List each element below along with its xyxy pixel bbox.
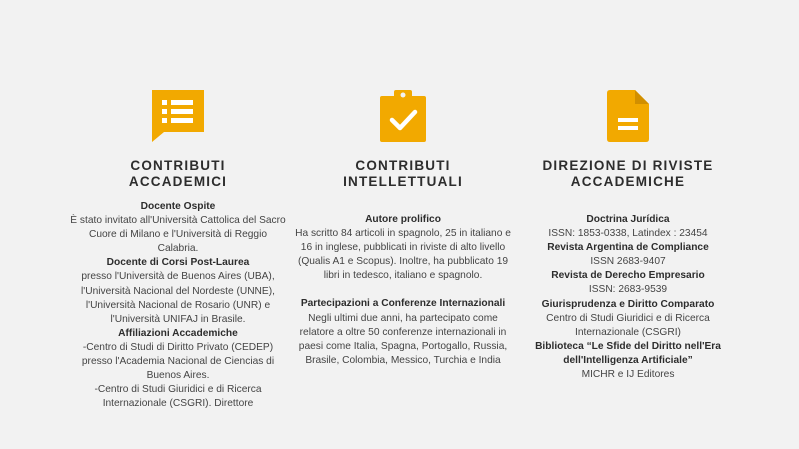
title-line: DIREZIONE DI RIVISTE [542,158,714,173]
item-heading: Giurisprudenza e Diritto Comparato [541,298,715,310]
item-text: -Centro di Studi Giuridici e di Ricerca Internazionale (CSGRI). Direttore [94,384,262,410]
item-heading: Docente di Corsi Post-Laurea [106,257,250,269]
item-heading: Affiliazioni Accademiche [118,327,238,339]
section-body [68,200,288,411]
item-heading: Revista Argentina de Compliance [547,242,709,254]
item-text: ISSN 2683-9407 [590,256,666,268]
title-line: CONTRIBUTI [130,158,226,173]
item-heading: Revista de Derecho Empresario [551,270,705,282]
section-title [518,158,738,190]
item-text: MICHR e IJ Editores [581,369,675,381]
title-line: INTELLETTUALI [343,174,463,189]
item-text: presso l'Università de Buenos Aires (UBA), l'Università Nacional del Nordeste (UNNE), l'Università Nacional de Rosario (UNR) e l'Università UNIFAJ in Brasile. [81,271,275,325]
section-body [518,213,738,382]
item-heading: Partecipazioni a Conferenze Internazionali [300,298,506,310]
item-text: -Centro di Studi di Diritto Privato (CEDEP) presso l'Academia Nacional de Ciencias di Buenos Aires. [81,341,275,382]
item-heading: Doctrina Jurídica [586,214,670,225]
spacer [293,283,513,297]
list-document-icon [152,90,204,147]
document-icon [607,90,649,147]
item-heading: Autore prolifico [365,214,441,225]
item-text: Ha scritto 84 articoli in spagnolo, 25 in italiano e 16 in inglese, pubblicati in riviste di alto livello (Qualis A1 e Scopus). Inoltre, ha pubblicato 19 libri in tedesco, italiano e spagnolo. [295,228,511,282]
section-title [68,158,288,190]
title-line: ACCADEMICI [128,174,228,189]
item-heading: Biblioteca “Le Sfide del Diritto nell'Era dell'Intelligenza Artificiale” [535,340,721,366]
section-body [293,213,513,368]
item-text: ISSN: 1853-0338, Latindex : 23454 [548,228,708,240]
section-title [293,158,513,190]
item-text: È stato invitato all'Università Cattolica del Sacro Cuore di Milano e l'Università di Reggio Calabria. [70,215,286,255]
clipboard-check-icon [380,90,426,147]
title-line: CONTRIBUTI [355,158,451,173]
item-heading: Docente Ospite [140,201,216,212]
item-text: Negli ultimi due anni, ha partecipato come relatore a oltre 50 conferenze internazionali in paesi come Italia, Spagna, Portogallo, Russia, Brasile, Colombia, Messico, Turchia e India [298,312,508,366]
title-line: ACCADEMICHE [570,174,686,189]
item-text: Centro di Studi Giuridici e di Ricerca Internazionale (CSGRI) [546,312,710,338]
item-text: ISSN: 2683-9539 [588,284,668,296]
